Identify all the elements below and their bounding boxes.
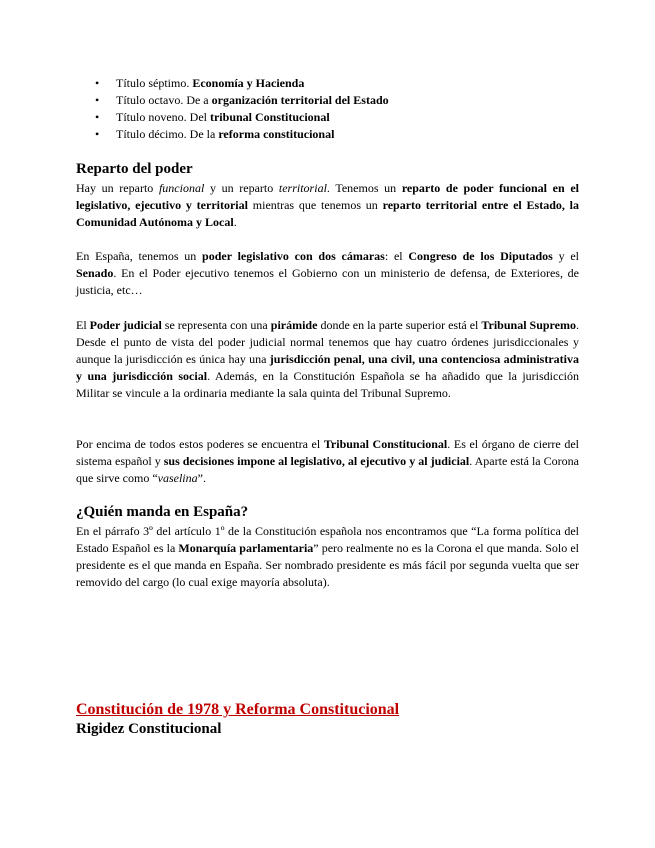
list-item: • Título noveno. Del tribunal Constitucional (95, 110, 330, 124)
list-item: • Título octavo. De a organización territorial del Estado (95, 93, 389, 107)
paragraph-constitucional: Por encima de todos estos poderes se encuentra el Tribunal Constitucional. Es el órgano de cierre del sistema español y sus decisiones impone al legislativo, al ejecutivo y al judicial. Aparte está la Corona que sirve como “vaselina”. (76, 437, 580, 485)
section-heading-quien-manda: ¿Quién manda en España? (76, 504, 249, 520)
paragraph-quien-manda: En el párrafo 3º del artículo 1º de la Constitución española nos encontramos que “La forma política del Estado Español es la Monarquía parlamentaria” pero realmente no es la Corona el que manda. Solo el presidente es el que manda en España. Ser nombrado presidente es más fácil por segunda vuelta que ser removido del cargo (lo cual exige mayoría absoluta). (76, 524, 579, 589)
bullet-icon: • (95, 76, 100, 90)
chapter-title: Constitución de 1978 y Reforma Constitucional (76, 701, 400, 718)
title-list (92, 75, 389, 143)
chapter-subtitle: Rigidez Constitucional (76, 721, 222, 737)
bullet-icon: • (95, 127, 100, 141)
section-heading-reparto: Reparto del poder (76, 161, 193, 177)
paragraph-judicial: El Poder judicial se representa con una pirámide donde en la parte superior está el Tribunal Supremo. Desde el punto de vista del poder judicial normal tenemos que hay cuatro órdenes jurisdiccionales y aunque la jurisdicción es única hay una jurisdicción penal, una civil, una contenciosa administrativa y una jurisdicción social. Además, en la Constitución Española se ha añadido que la jurisdicción Militar se vincule a la ordinaria mediante la sala quinta del Tribunal Supremo. (76, 318, 580, 400)
paragraph-reparto: Hay un reparto funcional y un reparto territorial. Tenemos un reparto de poder funcional en el legislativo, ejecutivo y territorial mientras que tenemos un reparto territorial entre el Estado, la Comunidad Autónoma y Local. (76, 181, 580, 229)
bullet-icon: • (95, 110, 100, 124)
list-item: • Título décimo. De la reforma constitucional (95, 127, 335, 141)
paragraph-legislativo: En España, tenemos un poder legislativo con dos cámaras: el Congreso de los Diputados y el Senado. En el Poder ejecutivo tenemos el Gobierno con un ministerio de defensa, de Exteriores, de justicia, etc… (76, 249, 579, 297)
bullet-icon: • (95, 93, 100, 107)
list-item: • Título séptimo. Economía y Hacienda (95, 76, 305, 90)
